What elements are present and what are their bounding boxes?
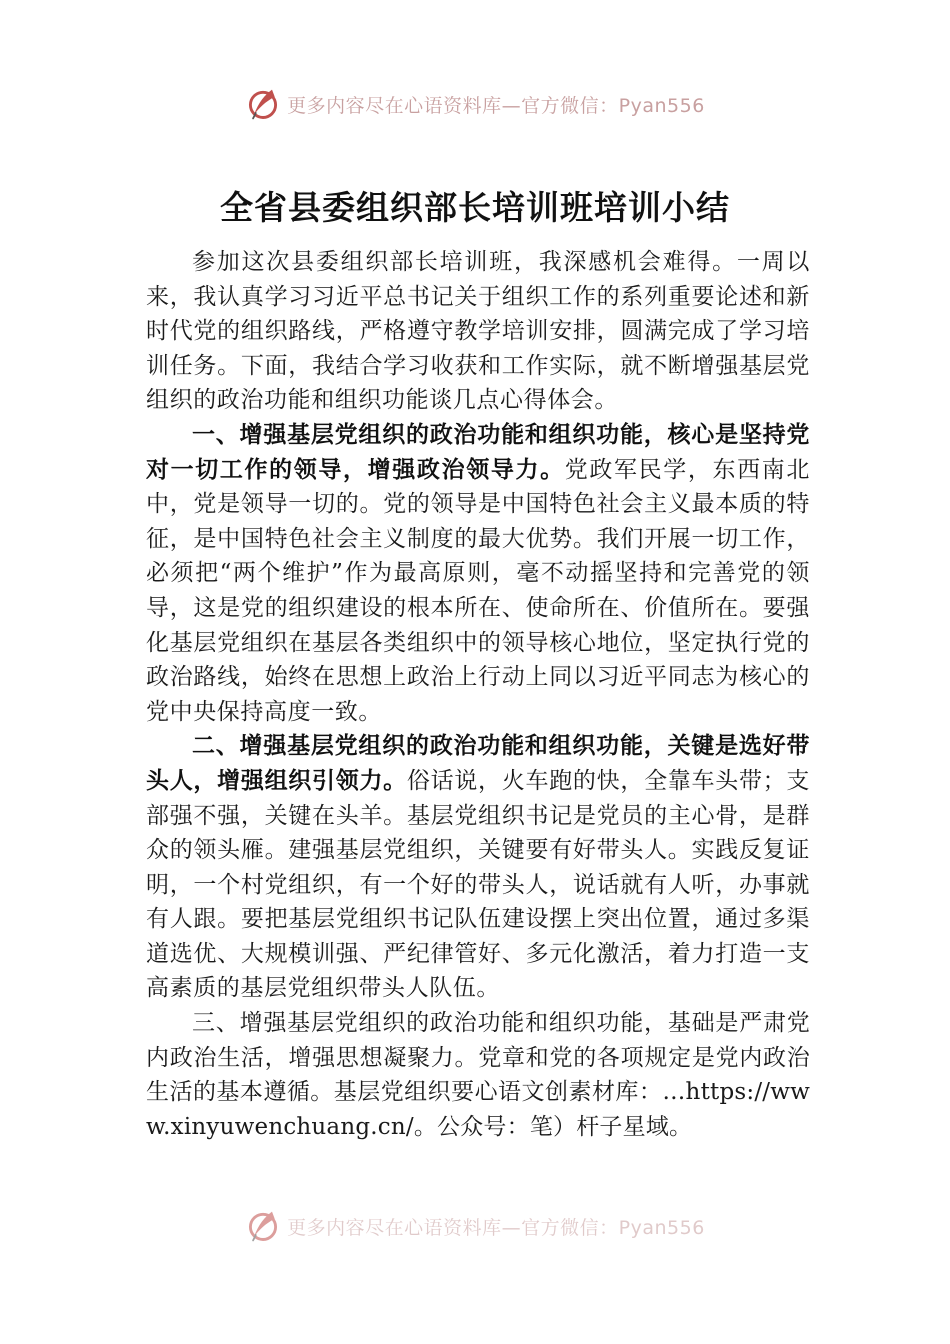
paragraph-section-1 bbox=[146, 418, 810, 729]
quill-logo-icon bbox=[245, 86, 281, 122]
paragraph-text: 党政军民学，东西南北中，党是领导一切的。党的领导是中国特色社会主义最本质的特征，是中国特色社会主义制度的最大优势。我们开展一切工作，必须把“两个维护”作为最高原则，毫不动摇坚持和完善党的领导，这是党的组织建设的根本所在、使命所在、价值所在。要强化基层党组织在基层各类组织中的领导核心地位，坚定执行党的政治路线，始终在思想上政治上行动上同以习近平同志为核心的党中央保持高度一致。 bbox=[146, 456, 811, 725]
footer-banner-inner bbox=[245, 1208, 705, 1244]
footer-banner bbox=[0, 1206, 950, 1246]
header-banner-text: 更多内容尽在心语资料库—官方微信：Pyan556 bbox=[287, 94, 705, 117]
quill-logo-icon bbox=[245, 1208, 281, 1244]
paragraph-text: 三、增强基层党组织的政治功能和组织功能，基础是严肃党内政治生活，增强思想凝聚力。党章和党的各项规定是党内政治生活的基本遵循。基层党组织要心语文创素材库：…https://www.xinyuwenchuang.cn/。公众号：笔）杆子星域。 bbox=[146, 1010, 810, 1140]
header-banner-inner bbox=[245, 86, 705, 122]
header-banner bbox=[0, 82, 950, 126]
document-body bbox=[146, 245, 810, 1144]
section-1-heading: 一、增强基层党组织的政治功能和组织功能，核心是坚持党对一切工作的领导，增强政治领导力。 bbox=[146, 421, 810, 483]
paragraph-intro bbox=[146, 245, 810, 418]
section-2-heading: 二、增强基层党组织的政治功能和组织功能，关键是选好带头人，增强组织引领力。 bbox=[146, 733, 810, 794]
document-title: 全省县委组织部长培训班培训小结 bbox=[220, 188, 730, 227]
paragraph-section-3 bbox=[146, 1006, 810, 1144]
paragraph-section-2 bbox=[146, 729, 810, 1006]
paragraph-text: 参加这次县委组织部长培训班，我深感机会难得。一周以来，我认真学习习近平总书记关于组织工作的系列重要论述和新时代党的组织路线，严格遵守教学培训安排，圆满完成了学习培训任务。下面，我结合学习收获和工作实际，就不断增强基层党组织的政治功能和组织功能谈几点心得体会。 bbox=[146, 249, 810, 414]
footer-banner-text: 更多内容尽在心语资料库—官方微信：Pyan556 bbox=[287, 1216, 705, 1239]
paragraph-text: 俗话说，火车跑的快，全靠车头带；支部强不强，关键在头羊。基层党组织书记是党员的主心骨，是群众的领头雁。建强基层党组织，关键要有好带头人。实践反复证明，一个村党组织，有一个好的带头人，说话就有人听，办事就有人跟。要把基层党组织书记队伍建设摆上突出位置，通过多渠道选优、大规模训强、严纪律管好、多元化激活，着力打造一支高素质的基层党组织带头人队伍。 bbox=[146, 767, 810, 1002]
